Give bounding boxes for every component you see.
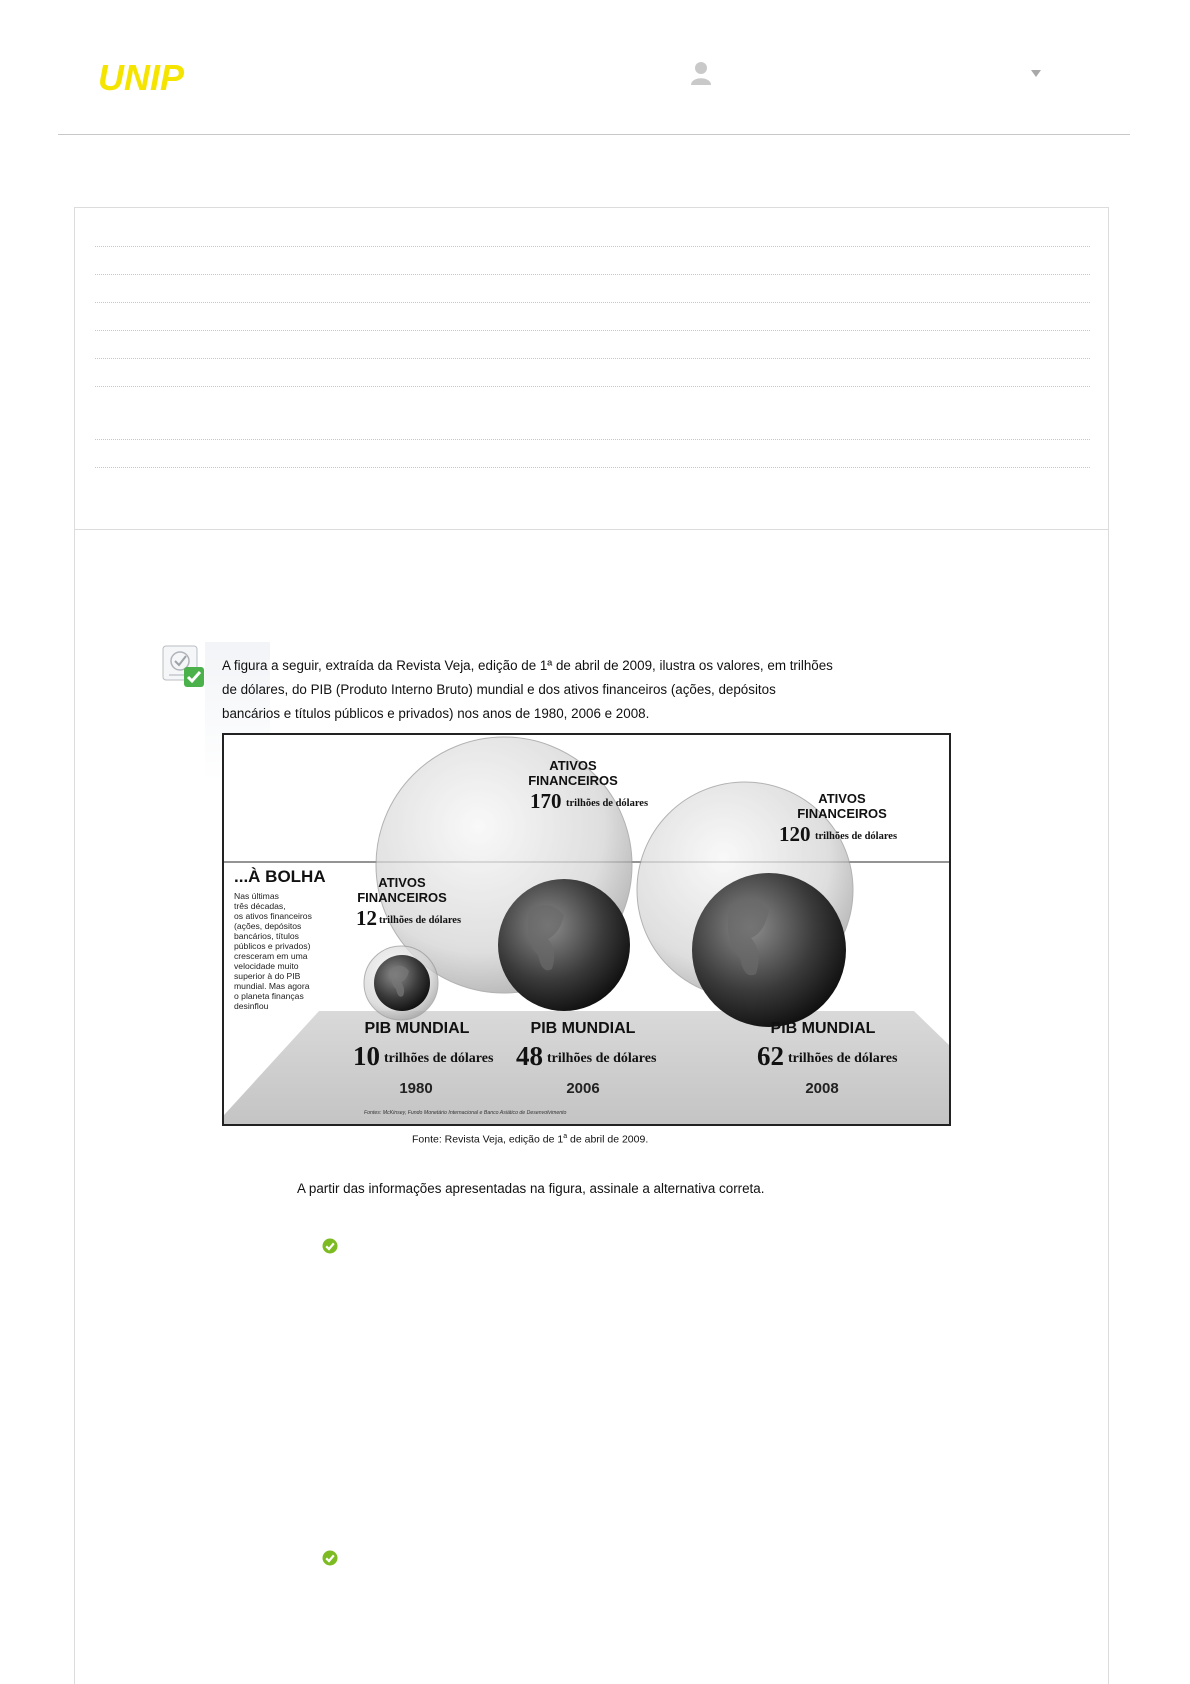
assets-label-1980: ATIVOS bbox=[378, 875, 426, 890]
caption-superscript: a bbox=[563, 1133, 568, 1140]
sources-note: Fontes: McKinsey, Fundo Monetário Internacional e Banco Asiático de Desenvolvimento bbox=[364, 1110, 567, 1116]
question-line: bancários e títulos públicos e privados) nos anos de 1980, 2006 e 2008. bbox=[222, 706, 650, 721]
assets-value-2006: 170 bbox=[530, 789, 562, 813]
gdp-value-2006: 48 bbox=[516, 1041, 543, 1071]
unit-label: trilhões de dólares bbox=[815, 831, 898, 842]
assets-label-2008: ATIVOS bbox=[818, 791, 866, 806]
description-line: Nas últimas bbox=[234, 891, 279, 901]
info-row bbox=[95, 439, 1090, 440]
question-line: A figura a seguir, extraída da Revista Veja, edição de 1ª de abril de 2009, ilustra os valores, em trilhões bbox=[222, 658, 833, 673]
globe-1980 bbox=[374, 955, 430, 1011]
gdp-label-2008: PIB MUNDIAL bbox=[770, 1020, 876, 1037]
description-line: três décadas, bbox=[234, 901, 286, 911]
description-line: os ativos financeiros bbox=[234, 911, 312, 921]
year-2006: 2006 bbox=[566, 1080, 600, 1097]
question-text bbox=[222, 654, 868, 726]
assets-label-2006: ATIVOS bbox=[549, 758, 597, 773]
bubble-infographic bbox=[222, 733, 951, 1126]
info-row bbox=[95, 386, 1090, 387]
assets-label-2006: FINANCEIROS bbox=[528, 773, 618, 788]
unit-label: trilhões de dólares bbox=[384, 1051, 494, 1066]
infographic-heading: ...À BOLHA bbox=[234, 867, 326, 886]
question-line: de dólares, do PIB (Produto Interno Bruto) mundial e dos ativos financeiros (ações, depósitos bbox=[222, 682, 776, 697]
assets-label-1980: FINANCEIROS bbox=[357, 890, 447, 905]
globe-2008 bbox=[692, 873, 846, 1027]
assets-label-2008: FINANCEIROS bbox=[797, 806, 887, 821]
description-line: velocidade muito bbox=[234, 961, 299, 971]
description-line: mundial. Mas agora bbox=[234, 981, 310, 991]
info-panel bbox=[74, 207, 1109, 530]
unit-label: trilhões de dólares bbox=[788, 1051, 898, 1066]
logo-text: UNIP bbox=[98, 60, 185, 96]
description-line: (ações, depósitos bbox=[234, 921, 302, 931]
description-line: cresceram em uma bbox=[234, 951, 308, 961]
description-line: desinflou bbox=[234, 1001, 269, 1011]
gdp-label-1980: PIB MUNDIAL bbox=[364, 1020, 470, 1037]
figure-caption bbox=[412, 1133, 648, 1146]
description-line: superior à do PIB bbox=[234, 971, 301, 981]
info-row bbox=[95, 467, 1090, 468]
info-row bbox=[95, 274, 1090, 275]
unit-label: trilhões de dólares bbox=[379, 915, 462, 926]
description-line: públicos e privados) bbox=[234, 941, 311, 951]
gdp-label-2006: PIB MUNDIAL bbox=[530, 1020, 636, 1037]
correct-check-icon bbox=[322, 1238, 338, 1254]
unit-label: trilhões de dólares bbox=[566, 798, 649, 809]
caption-text: de abril de 2009. bbox=[567, 1133, 649, 1146]
assets-value-2008: 120 bbox=[779, 822, 811, 846]
unit-label: trilhões de dólares bbox=[547, 1051, 657, 1066]
info-row bbox=[95, 358, 1090, 359]
question-answered-check-icon bbox=[160, 643, 206, 689]
year-1980: 1980 bbox=[399, 1080, 433, 1097]
description-line: bancários, títulos bbox=[234, 931, 299, 941]
user-avatar-icon[interactable] bbox=[690, 60, 712, 86]
header-divider bbox=[58, 134, 1130, 135]
year-2008: 2008 bbox=[805, 1080, 839, 1097]
dropdown-caret-icon[interactable] bbox=[1030, 68, 1042, 78]
unip-logo[interactable] bbox=[96, 60, 256, 96]
correct-check-icon bbox=[322, 1550, 338, 1566]
description-line: o planeta finanças bbox=[234, 991, 304, 1001]
infographic-svg bbox=[224, 735, 949, 1124]
gdp-value-2008: 62 bbox=[757, 1041, 784, 1071]
assets-value-1980: 12 bbox=[356, 906, 377, 930]
question-instruction: A partir das informações apresentadas na figura, assinale a alternativa correta. bbox=[297, 1181, 765, 1196]
info-row bbox=[95, 330, 1090, 331]
caption-text: Fonte: Revista Veja, edição de 1 bbox=[412, 1133, 564, 1146]
info-row bbox=[95, 246, 1090, 247]
info-row bbox=[95, 302, 1090, 303]
gdp-value-1980: 10 bbox=[353, 1041, 380, 1071]
globe-2006 bbox=[498, 879, 630, 1011]
infographic-description bbox=[234, 891, 312, 1011]
